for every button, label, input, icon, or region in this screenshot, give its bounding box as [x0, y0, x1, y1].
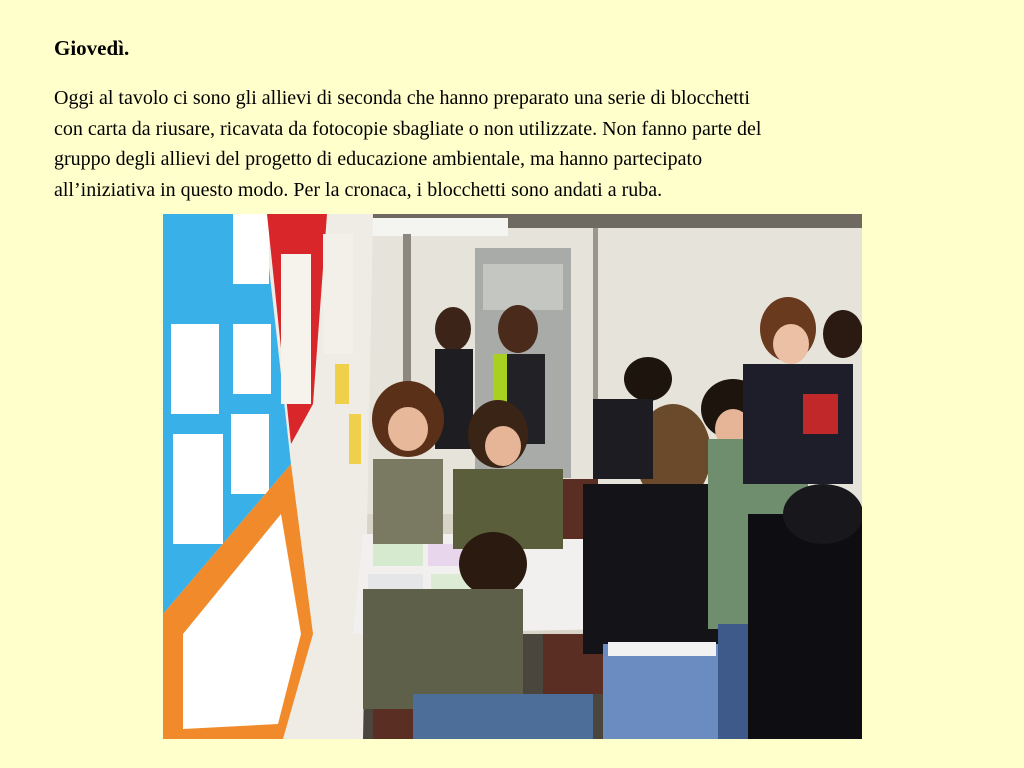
slide-paragraph: Oggi al tavolo ci sono gli allievi di seconda che hanno preparato una serie di blocchetti con carta da riusare, ricavata da fotocopie sbagliate o non utilizzate. Non fanno parte del gruppo degli allievi del progetto di educazione ambientale, ma hanno partecipato all’iniziativa in questo modo. Per la cronaca, i blocchetti sono andati a ruba.: [54, 87, 762, 201]
classroom-photo: [163, 214, 862, 739]
slide-title: Giovedì.: [54, 36, 130, 60]
